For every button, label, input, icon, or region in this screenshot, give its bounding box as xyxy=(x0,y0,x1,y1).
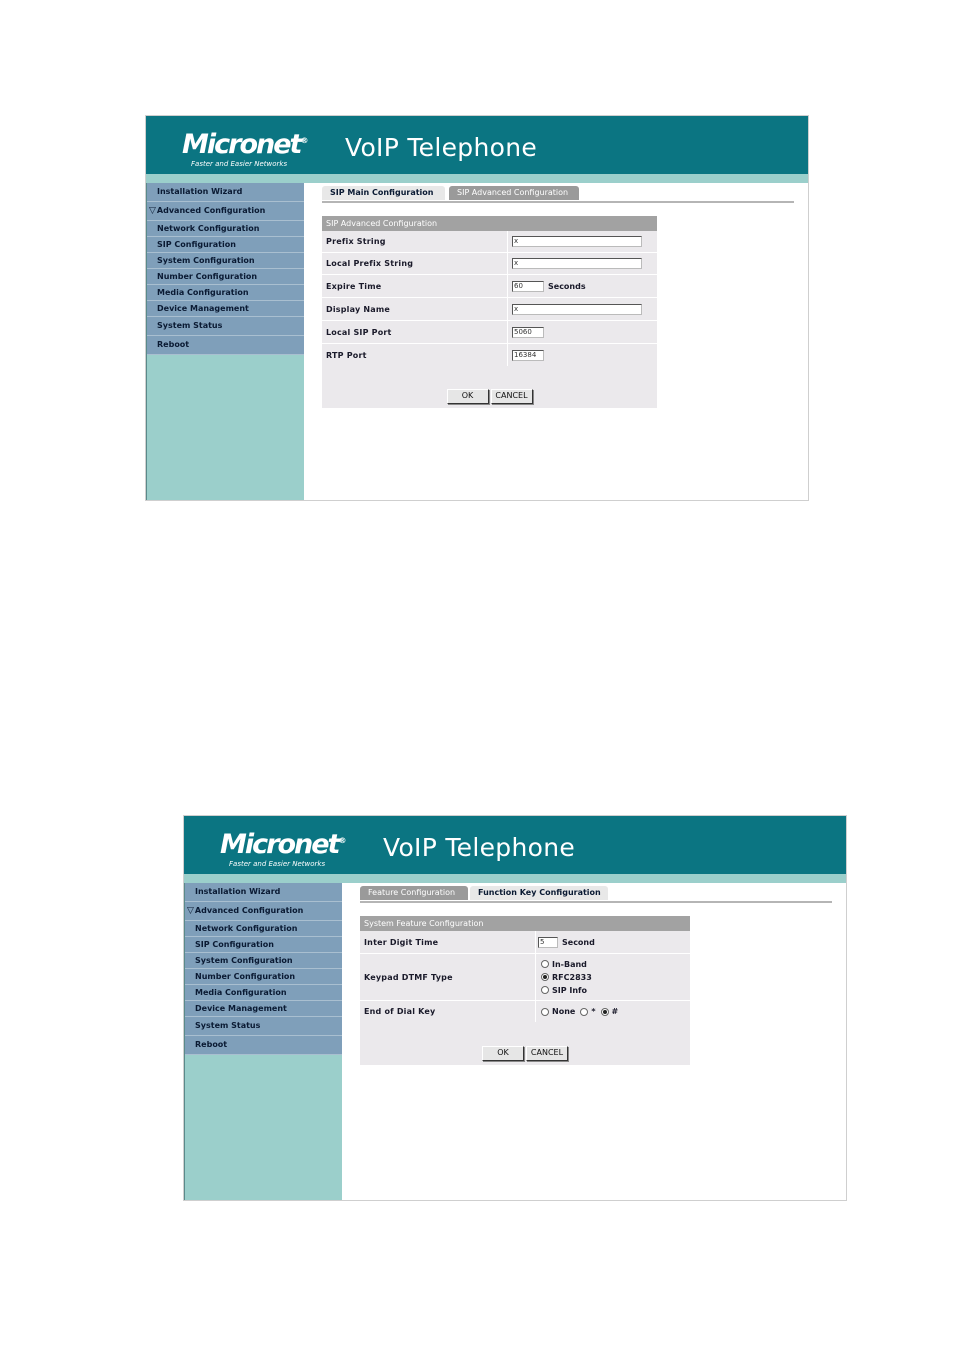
sidebar-item-network[interactable]: Network Configuration xyxy=(147,221,304,237)
screenshot-system-feature xyxy=(183,815,847,1201)
sidebar-item-media[interactable]: Media Configuration xyxy=(185,985,342,1001)
end-dial-option-star[interactable]: * xyxy=(580,1005,595,1018)
sidebar-item-system-status[interactable]: System Status xyxy=(147,317,304,336)
field-row xyxy=(322,275,657,298)
cancel-button[interactable]: CANCEL xyxy=(491,389,533,404)
end-dial-option-none[interactable]: None xyxy=(541,1005,575,1018)
sidebar-item-advanced-configuration[interactable]: ▽Advanced Configuration xyxy=(147,202,304,221)
sidebar-item-device-management[interactable]: Device Management xyxy=(147,301,304,317)
sidebar-item-sip[interactable]: SIP Configuration xyxy=(147,237,304,253)
field-row xyxy=(322,344,657,366)
end-dial-option-hash[interactable]: # xyxy=(601,1005,619,1018)
header-strip xyxy=(146,174,808,183)
field-row xyxy=(322,321,657,344)
button-bar xyxy=(322,389,657,404)
triangle-down-icon: ▽ xyxy=(149,206,156,216)
inter-digit-unit: Second xyxy=(562,937,595,947)
header-banner xyxy=(184,816,846,874)
cancel-button[interactable]: CANCEL xyxy=(526,1046,568,1061)
main-content xyxy=(341,883,846,1200)
radio-icon xyxy=(541,986,549,994)
dtmf-option-inband[interactable]: In-Band xyxy=(541,958,587,971)
micronet-logo: Micronet® Faster and Easier Networks xyxy=(182,129,309,168)
radio-icon xyxy=(580,1008,588,1016)
sidebar-item-installation-wizard[interactable]: Installation Wizard xyxy=(185,883,342,902)
screenshot-sip-advanced xyxy=(145,115,809,501)
expire-time-input[interactable]: 60 xyxy=(512,281,544,292)
config-panel xyxy=(322,216,657,408)
dtmf-option-rfc2833[interactable]: RFC2833 xyxy=(541,971,592,984)
field-label: Prefix String xyxy=(322,231,508,252)
field-label: End of Dial Key xyxy=(360,1001,536,1022)
sidebar-item-network[interactable]: Network Configuration xyxy=(185,921,342,937)
radio-selected-icon xyxy=(541,973,549,981)
display-name-input[interactable]: x xyxy=(512,304,642,315)
ok-button[interactable]: OK xyxy=(447,389,489,404)
field-row xyxy=(322,231,657,253)
field-label: Local SIP Port xyxy=(322,321,508,343)
field-row xyxy=(360,954,690,1001)
field-label: Local Prefix String xyxy=(322,253,508,274)
radio-selected-icon xyxy=(601,1008,609,1016)
tab-feature-configuration[interactable]: Feature Configuration xyxy=(360,886,468,900)
field-label: Display Name xyxy=(322,298,508,320)
sidebar-item-advanced-configuration[interactable]: ▽Advanced Configuration xyxy=(185,902,342,921)
prefix-string-input[interactable]: x xyxy=(512,236,642,247)
field-row xyxy=(360,931,690,954)
rtp-port-input[interactable]: 16384 xyxy=(512,350,544,361)
radio-icon xyxy=(541,960,549,968)
sidebar-item-device-management[interactable]: Device Management xyxy=(185,1001,342,1017)
sidebar-item-system-status[interactable]: System Status xyxy=(185,1017,342,1036)
header-strip xyxy=(184,874,846,883)
tab-function-key-configuration[interactable]: Function Key Configuration xyxy=(470,886,608,900)
sidebar xyxy=(146,183,304,500)
triangle-down-icon: ▽ xyxy=(187,906,194,916)
button-bar xyxy=(360,1046,690,1061)
panel-heading: SIP Advanced Configuration xyxy=(322,216,657,231)
sidebar-item-media[interactable]: Media Configuration xyxy=(147,285,304,301)
sidebar-item-reboot[interactable]: Reboot xyxy=(147,336,304,355)
header-banner xyxy=(146,116,808,174)
expire-time-unit: Seconds xyxy=(548,281,586,291)
sidebar-item-number[interactable]: Number Configuration xyxy=(147,269,304,285)
field-row xyxy=(360,1001,690,1022)
tab-sip-main[interactable]: SIP Main Configuration xyxy=(322,186,445,200)
config-panel xyxy=(360,916,690,1065)
field-row xyxy=(322,298,657,321)
sidebar-item-sip[interactable]: SIP Configuration xyxy=(185,937,342,953)
sidebar-item-reboot[interactable]: Reboot xyxy=(185,1036,342,1055)
dtmf-option-sipinfo[interactable]: SIP Info xyxy=(541,984,587,997)
sidebar-item-system[interactable]: System Configuration xyxy=(185,953,342,969)
field-row xyxy=(322,253,657,275)
field-label: Expire Time xyxy=(322,275,508,297)
field-label: Inter Digit Time xyxy=(360,931,536,953)
panel-heading: System Feature Configuration xyxy=(360,916,690,931)
page-title: VoIP Telephone xyxy=(345,133,538,162)
local-prefix-string-input[interactable]: x xyxy=(512,258,642,269)
tab-underline xyxy=(360,901,832,903)
radio-icon xyxy=(541,1008,549,1016)
sidebar-item-installation-wizard[interactable]: Installation Wizard xyxy=(147,183,304,202)
tab-underline xyxy=(322,201,794,203)
micronet-logo: Micronet® Faster and Easier Networks xyxy=(220,829,347,868)
main-content xyxy=(303,183,808,500)
local-sip-port-input[interactable]: 5060 xyxy=(512,327,544,338)
sidebar-item-system[interactable]: System Configuration xyxy=(147,253,304,269)
sidebar-item-number[interactable]: Number Configuration xyxy=(185,969,342,985)
tab-sip-advanced[interactable]: SIP Advanced Configuration xyxy=(449,186,579,200)
field-label: Keypad DTMF Type xyxy=(360,954,536,1000)
sidebar xyxy=(184,883,342,1200)
inter-digit-time-input[interactable]: 5 xyxy=(538,937,558,948)
field-label: RTP Port xyxy=(322,344,508,366)
page-title: VoIP Telephone xyxy=(383,833,576,862)
ok-button[interactable]: OK xyxy=(482,1046,524,1061)
